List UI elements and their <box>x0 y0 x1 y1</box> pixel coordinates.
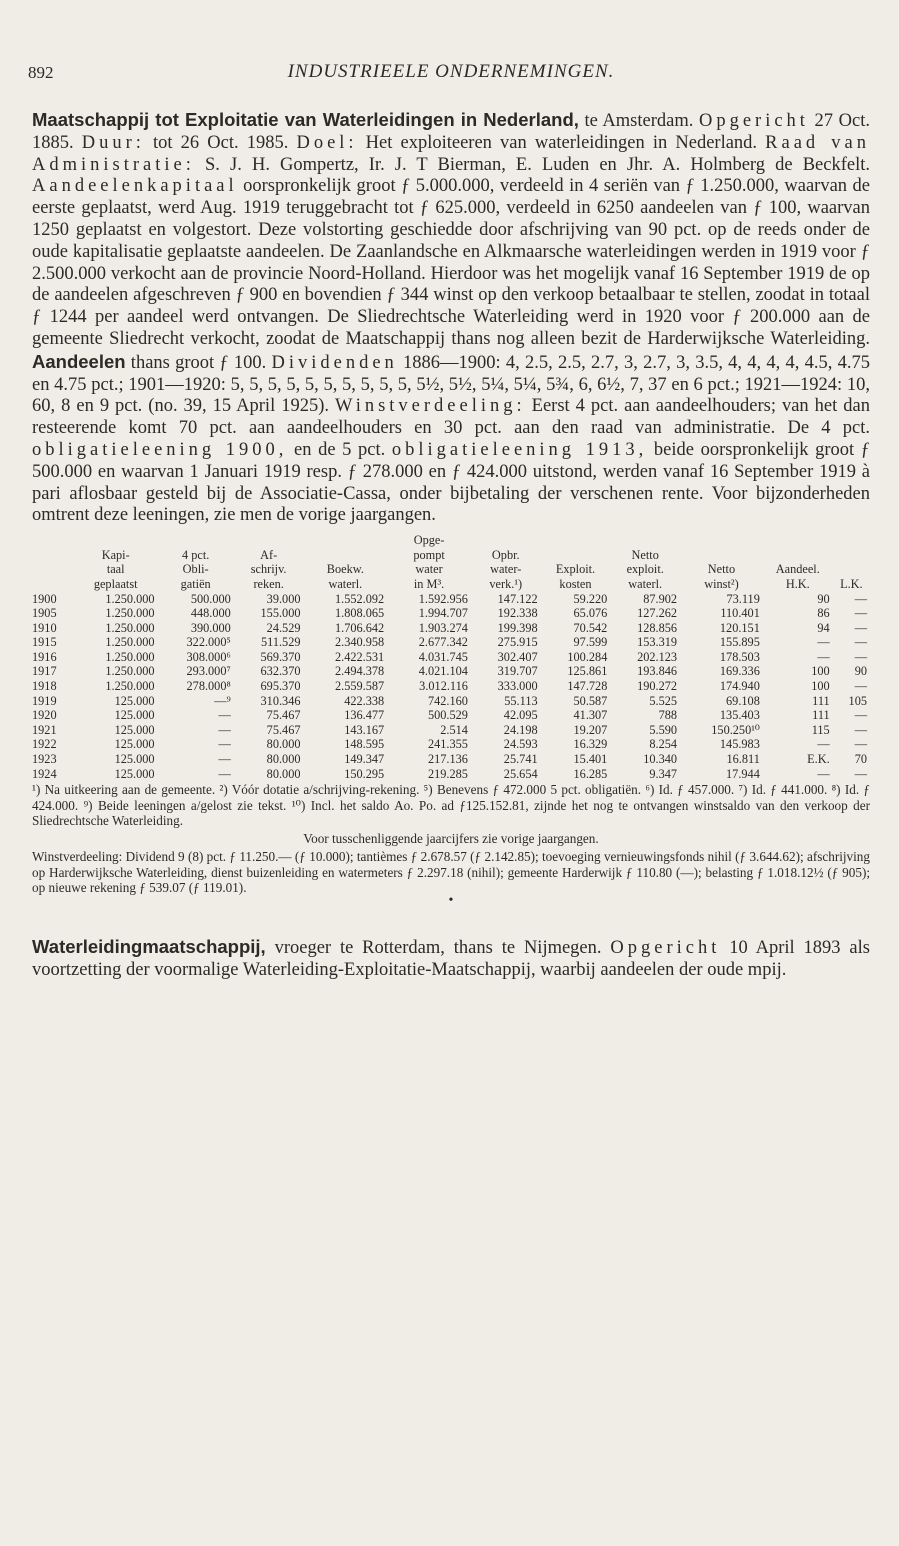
table-cell: 1.592.956 <box>418 591 468 606</box>
table-cell: 80.000 <box>266 737 301 752</box>
table-cell: 308.000⁶ <box>186 649 231 664</box>
table-cell: 80.000 <box>266 752 301 767</box>
table-cell: 17.944 <box>726 766 760 781</box>
column-header-line: 4 pct. <box>182 547 210 562</box>
table-cell: 333.000 <box>497 679 538 694</box>
table-cell: 128.856 <box>637 620 678 635</box>
table-cell: 111 <box>812 708 830 723</box>
table-cell: — <box>854 649 867 664</box>
column-header-line: Af- <box>260 547 278 562</box>
table-cell: 310.346 <box>260 693 301 708</box>
table-cell: 59.220 <box>573 591 608 606</box>
obligatieleening-1900-label: obligatieleening 1900, <box>32 439 288 460</box>
table-cell: 217.136 <box>427 752 468 767</box>
table-cell: 1.903.274 <box>418 620 468 635</box>
duur-label: Duur: <box>81 132 145 153</box>
table-cell: 97.599 <box>573 635 608 650</box>
entry-title: Waterleidingmaatschappij, <box>32 935 266 957</box>
table-cell: 149.347 <box>344 752 385 767</box>
table-cell: 25.741 <box>503 752 538 767</box>
table-cell: 125.000 <box>114 722 155 737</box>
column-header-line: Opbr. <box>491 547 520 562</box>
table-cell: 75.467 <box>266 722 301 737</box>
table-cell: 143.167 <box>344 722 385 737</box>
table-cell: —⁹ <box>214 693 231 708</box>
column-header-line: reken. <box>253 576 284 591</box>
column-header <box>763 533 833 591</box>
table-row <box>32 650 870 665</box>
table-row <box>32 767 870 782</box>
table-cell: 125.000 <box>114 737 155 752</box>
row-year: 1915 <box>32 635 57 650</box>
table-cell: 110.401 <box>720 606 760 621</box>
table-cell: 65.076 <box>573 606 608 621</box>
table-cell: 80.000 <box>266 766 301 781</box>
column-header-line: waterl. <box>628 576 663 591</box>
table-cell: 2.422.531 <box>335 649 385 664</box>
table-cell: 155.895 <box>719 635 760 650</box>
table-cell: 500.529 <box>427 708 468 723</box>
row-year: 1905 <box>32 606 57 621</box>
table-cell: — <box>854 766 867 781</box>
table-cell: — <box>854 591 867 606</box>
table-cell: — <box>854 708 867 723</box>
table-cell: — <box>854 635 867 650</box>
table-cell: 9.347 <box>649 766 678 781</box>
column-header-line: schrijv. <box>250 562 287 577</box>
column-header <box>387 533 471 591</box>
table-cell: 278.000⁸ <box>186 679 231 694</box>
page-number: 892 <box>28 63 54 82</box>
table-cell: 569.370 <box>260 649 301 664</box>
table-cell: — <box>218 752 231 767</box>
column-header <box>471 533 541 591</box>
dividenden-label: Dividenden <box>271 352 398 373</box>
table-cell: 16.329 <box>573 737 608 752</box>
table-cell: — <box>817 635 830 650</box>
table-cell: 25.654 <box>503 766 538 781</box>
table-cell: 136.477 <box>344 708 385 723</box>
column-header <box>32 533 74 591</box>
table-cell: 75.467 <box>266 708 301 723</box>
table-cell: 3.012.116 <box>419 679 468 694</box>
table-cell: 4.021.104 <box>418 664 468 679</box>
table-cell: 135.403 <box>719 708 760 723</box>
row-year: 1918 <box>32 679 57 694</box>
table-row <box>32 635 870 650</box>
opgericht-label: Opgericht <box>698 111 809 131</box>
column-header <box>158 533 234 591</box>
table-cell: — <box>218 766 231 781</box>
column-header-line: water <box>415 562 443 577</box>
column-header-line: geplaatst <box>93 576 138 591</box>
table-cell: 127.262 <box>637 606 678 621</box>
table-cell: 125.000 <box>114 752 155 767</box>
table-row <box>32 708 870 723</box>
row-year: 1924 <box>32 766 57 781</box>
table-cell: 100.284 <box>567 649 608 664</box>
column-header <box>74 533 158 591</box>
table-cell: 742.160 <box>427 693 468 708</box>
table-footnotes: ¹) Na uitkeering aan de gemeente. ²) Vóór dotatie a/schrijving-rekening. ⁵) Benevens ƒ 472.000 5 pct. obligatiën. ⁶) Id. ƒ 457.000. ⁷) Id. ƒ 441.000. ⁸) Id. ƒ 424.000. ⁹) Beide leeningen a/gelost zie tekst. ¹⁰) Incl. het saldo Ao. Po. ad ƒ125.152.81, zijnde het nog te ontvangen winstsaldo van den verkoop der Sliedrechtsche Waterleiding. <box>32 782 870 829</box>
table-cell: 511.529 <box>260 635 301 650</box>
doel-label: Doel: <box>296 132 358 153</box>
table-cell: — <box>218 708 231 723</box>
table-cell: E.K. <box>807 752 830 767</box>
table-cell: — <box>817 737 830 752</box>
row-year: 1900 <box>32 591 57 606</box>
table-cell: 15.401 <box>573 752 608 767</box>
table-cell: 150.250¹⁰ <box>711 722 760 737</box>
table-cell: 115 <box>811 722 830 737</box>
row-year: 1919 <box>32 693 57 708</box>
table-cell: — <box>218 737 231 752</box>
column-header-line: H.K. <box>785 576 810 591</box>
table-cell: 120.151 <box>719 620 760 635</box>
obligatieleening-1913-label: obligatieleening 1913, <box>391 439 648 460</box>
table-cell: 148.595 <box>344 737 385 752</box>
table-cell: 422.338 <box>344 693 385 708</box>
table-cell: 94 <box>817 620 830 635</box>
table-cell: — <box>817 649 830 664</box>
table-cell: 632.370 <box>260 664 301 679</box>
winstverdeeling-label: Winstverdeeling: <box>334 396 526 417</box>
column-header-line: waterl. <box>328 576 363 591</box>
table-cell: 100 <box>811 679 830 694</box>
table-cell: 448.000 <box>190 606 231 621</box>
table-cell: — <box>854 722 867 737</box>
separator-dot: • <box>448 892 454 908</box>
column-header <box>680 533 763 591</box>
table-cell: 24.529 <box>266 620 301 635</box>
table-cell: 178.503 <box>719 649 760 664</box>
table-row <box>32 606 870 621</box>
table-cell: 16.285 <box>573 766 608 781</box>
table-cell: 1.250.000 <box>105 664 155 679</box>
table-cell: 695.370 <box>260 679 301 694</box>
table-cell: 5.590 <box>649 722 678 737</box>
table-cell: 86 <box>817 606 830 621</box>
table-cell: 1.250.000 <box>105 679 155 694</box>
table-cell: 1.808.065 <box>335 606 385 621</box>
column-header <box>833 533 870 591</box>
table-cell: 1.250.000 <box>105 635 155 650</box>
column-header-line: in M³. <box>413 576 445 591</box>
table-cell: 2.514 <box>440 722 468 737</box>
column-header-line: kosten <box>559 576 592 591</box>
table-cell: 155.000 <box>260 606 301 621</box>
table-cell: 125.861 <box>567 664 608 679</box>
column-header-line: Obli- <box>182 562 209 577</box>
table-header <box>32 533 870 591</box>
table-cell: 193.846 <box>637 664 678 679</box>
table-cell: 202.123 <box>637 649 678 664</box>
raad-label: Raad van Administratie: <box>32 132 870 175</box>
table-cell: 87.902 <box>643 591 678 606</box>
opgericht-label: Opgericht <box>610 937 721 958</box>
intermediate-years-note: Voor tusschenliggende jaarcijfers zie vorige jaargangen. <box>303 831 599 847</box>
table-cell: 125.000 <box>114 693 155 708</box>
column-header <box>541 533 611 591</box>
table-cell: — <box>854 737 867 752</box>
table-row <box>32 679 870 694</box>
table-cell: 169.336 <box>719 664 760 679</box>
table-cell: 16.811 <box>726 752 760 767</box>
column-header-line: Netto <box>631 547 659 562</box>
table-cell: — <box>218 722 231 737</box>
aandeelen-label: Aandeelen <box>32 350 126 372</box>
table-cell: 190.272 <box>637 679 678 694</box>
table-row <box>32 737 870 752</box>
table-body <box>32 592 870 782</box>
column-header-line: Netto <box>707 562 736 577</box>
column-header-line: verk.¹) <box>489 576 523 591</box>
column-header-line: Opge- <box>413 533 445 548</box>
table-header-row <box>32 533 870 591</box>
financial-table <box>32 533 870 781</box>
table-cell: 192.338 <box>497 606 538 621</box>
column-header <box>610 533 680 591</box>
table-cell: — <box>817 766 830 781</box>
table-cell: 39.000 <box>266 591 301 606</box>
table-cell: 2.340.958 <box>335 635 385 650</box>
column-header-line: exploit. <box>626 562 664 577</box>
column-header <box>304 533 388 591</box>
column-header-line: taal <box>106 562 125 577</box>
winstverdeeling-note: Winstverdeeling: Dividend 9 (8) pct. ƒ 11.250.— (ƒ 10.000); tantièmes ƒ 2.678.57 (ƒ 2.142.85); toevoeging vernieuwingsfonds nihil (ƒ 3.644.62); afschrijving op Harderwijksche Waterleiding, dienst buizenleiding en watermeters ƒ 2.297.18 (nihil); gemeente Harderwijk ƒ 110.80 (—); belasting ƒ 1.018.12½ (ƒ 905); op nieuwe rekening ƒ 539.07 (ƒ 119.01). <box>32 849 870 896</box>
table-cell: 153.319 <box>637 635 678 650</box>
row-year: 1916 <box>32 649 57 664</box>
entry-waterleidingmaatschappij: Waterleidingmaatschappij, vroeger te Rotterdam, thans te Nijmegen. Opgericht 10 April 1893 als voortzetting der voormalige Waterleiding-Exploitatie-Maatschappij, waarbij aandeelen der oude mpij. <box>32 935 870 980</box>
table-cell: 2.559.587 <box>335 679 385 694</box>
table-cell: 219.285 <box>427 766 468 781</box>
table-row <box>32 752 870 767</box>
table-row <box>32 694 870 709</box>
table-cell: 24.593 <box>503 737 538 752</box>
column-header-line: Aandeel. <box>775 562 820 577</box>
table-cell: 788 <box>658 708 678 723</box>
table-cell: 5.525 <box>649 693 678 708</box>
table-cell: 150.295 <box>344 766 385 781</box>
column-header-line: water- <box>490 562 522 577</box>
table-cell: 390.000 <box>190 620 231 635</box>
table-row <box>32 664 870 679</box>
table-cell: 73.119 <box>726 591 760 606</box>
column-header-line: L.K. <box>840 576 863 591</box>
column-header-line: Kapi- <box>101 547 130 562</box>
document-page <box>28 55 870 981</box>
row-year: 1921 <box>32 722 57 737</box>
table-cell: 50.587 <box>573 693 608 708</box>
entry-title: Maatschappij tot Exploitatie van Waterleidingen in Nederland, <box>32 109 579 130</box>
table-cell: 90 <box>854 664 867 679</box>
table-cell: 1.250.000 <box>105 606 155 621</box>
table-cell: 41.307 <box>573 708 608 723</box>
column-header-line: Boekw. <box>326 562 364 577</box>
table-cell: 2.494.378 <box>335 664 385 679</box>
table-cell: 105 <box>848 693 867 708</box>
table-cell: 125.000 <box>114 708 155 723</box>
table-cell: — <box>854 679 867 694</box>
page-header <box>28 55 870 101</box>
table-cell: 55.113 <box>504 693 538 708</box>
column-header-line: pompt <box>413 547 445 562</box>
table-cell: 147.122 <box>497 591 538 606</box>
row-year: 1923 <box>32 752 57 767</box>
column-header-line: Exploit. <box>555 562 596 577</box>
column-header <box>234 533 304 591</box>
table-cell: 24.198 <box>503 722 538 737</box>
kapitaal-label: Aandeelenkapitaal <box>32 176 238 197</box>
table-cell: 1.250.000 <box>105 649 155 664</box>
table-row <box>32 592 870 607</box>
table-cell: 145.983 <box>719 737 760 752</box>
table-cell: 293.000⁷ <box>186 664 231 679</box>
table-cell: 500.000 <box>190 591 231 606</box>
row-year: 1917 <box>32 664 57 679</box>
column-header-line: gatiën <box>180 576 211 591</box>
table-cell: 42.095 <box>503 708 538 723</box>
table-cell: 241.355 <box>427 737 468 752</box>
row-year: 1920 <box>32 708 57 723</box>
entry-maatschappij-exploitatie: Maatschappij tot Exploitatie van Waterleidingen in Nederland, te Amsterdam. Opgericht 27 Oct. 1885. Duur: tot 26 Oct. 1985. Doel: Het exploiteeren van waterleidingen in Nederland. Raad van Administratie: S. J. H. Gompertz, Ir. J. T Bierman, E. Luden en Jhr. A. Holmberg de Beckfelt. Aandeelenkapitaal oorspronkelijk groot ƒ 5.000.000, verdeeld in 4 seriën van ƒ 1.250.000, waarvan de eerste geplaatst, werd Aug. 1919 teruggebracht tot ƒ 625.000, verdeeld in 6250 aandeelen van ƒ 100, waarvan 1250 geplaatst en volgestort. Deze volstorting geschiedde door afschrijving van 90 pct. op de reeds onder de oude kapitalisatie geplaatste aandeelen. De Zaanlandsche en Alkmaarsche waterleidingen werden in 1919 voor ƒ 2.500.000 verkocht aan de provincie Noord-Holland. Hierdoor was het mogelijk vanaf 16 September 1919 de op de aandeelen afgeschreven ƒ 900 en bovendien ƒ 344 winst op den verkoop betaalbaar te stellen, zoodat in totaal ƒ 1244 per aandeel werd ontvangen. De Sliedrechtsche Waterleiding werd in 1920 voor ƒ 200.000 aan de gemeente Sliedrecht verkocht, zoodat de Maatschappij thans nog alleen bezit de Harderwijksche Waterleiding. Aandeelen thans groot ƒ 100. Dividenden 1886—1900: 4, 2.5, 2.5, 2.7, 3, 2.7, 3, 3.5, 4, 4, 4, 4, 4.5, 4.75 en 4.75 pct.; 1901—1920: 5, 5, 5, 5, 5, 5, 5, 5, 5, 5, 5½, 5½, 5¼, 5¼, 5¾, 6, 6½, 7, 37 en 6 pct.; 1921—1924: 10, 60, 8 en 9 pct. (no. 39, 15 April 1925). Winstverdeeling: Eerst 4 pct. aan aandeelhouders; van het dan resteerende komt 70 pct. aan aandeelhouders en 30 pct. aan den raad van administratie. De 4 pct. obligatieleening 1900, en de 5 pct. obligatieleening 1913, beide oorspronkelijk groot ƒ 500.000 en waarvan 1 Januari 1919 resp. ƒ 278.000 en ƒ 424.000 uitstond, werden vanaf 16 September 1919 à pari aflosbaar gesteld bij de Associatie-Cassa, onder bijbetaling der verschenen rente. Voor bijzonderheden omtrent deze leeningen, zie men de vorige jaargangen. <box>32 109 870 526</box>
table-cell: 1.250.000 <box>105 620 155 635</box>
table-cell: 90 <box>817 591 830 606</box>
table-cell: 100 <box>811 664 830 679</box>
table-cell: 147.728 <box>567 679 608 694</box>
table-cell: 199.398 <box>497 620 538 635</box>
table-cell: 1.250.000 <box>105 591 155 606</box>
table-cell: 69.108 <box>726 693 760 708</box>
table-row <box>32 723 870 738</box>
table-cell: — <box>854 620 867 635</box>
table-cell: 111 <box>812 693 830 708</box>
table-cell: 4.031.745 <box>418 649 468 664</box>
row-year: 1910 <box>32 620 57 635</box>
table-cell: — <box>854 606 867 621</box>
running-title: INDUSTRIEELE ONDERNEMINGEN. <box>287 61 615 82</box>
table-cell: 319.707 <box>497 664 538 679</box>
table-cell: 322.000⁵ <box>186 635 231 650</box>
row-year: 1922 <box>32 737 57 752</box>
table-row <box>32 621 870 636</box>
table-cell: 19.207 <box>573 722 608 737</box>
table-cell: 1.994.707 <box>418 606 468 621</box>
column-header-line: winst²) <box>704 576 739 591</box>
table-cell: 8.254 <box>649 737 678 752</box>
table-cell: 1.552.092 <box>335 591 385 606</box>
table-cell: 302.407 <box>497 649 538 664</box>
table-cell: 70 <box>854 752 867 767</box>
table-cell: 70.542 <box>573 620 608 635</box>
table-cell: 174.940 <box>719 679 760 694</box>
table-cell: 125.000 <box>114 766 155 781</box>
table-cell: 2.677.342 <box>418 635 468 650</box>
table-cell: 1.706.642 <box>335 620 385 635</box>
table-cell: 10.340 <box>643 752 678 767</box>
table-cell: 275.915 <box>497 635 538 650</box>
